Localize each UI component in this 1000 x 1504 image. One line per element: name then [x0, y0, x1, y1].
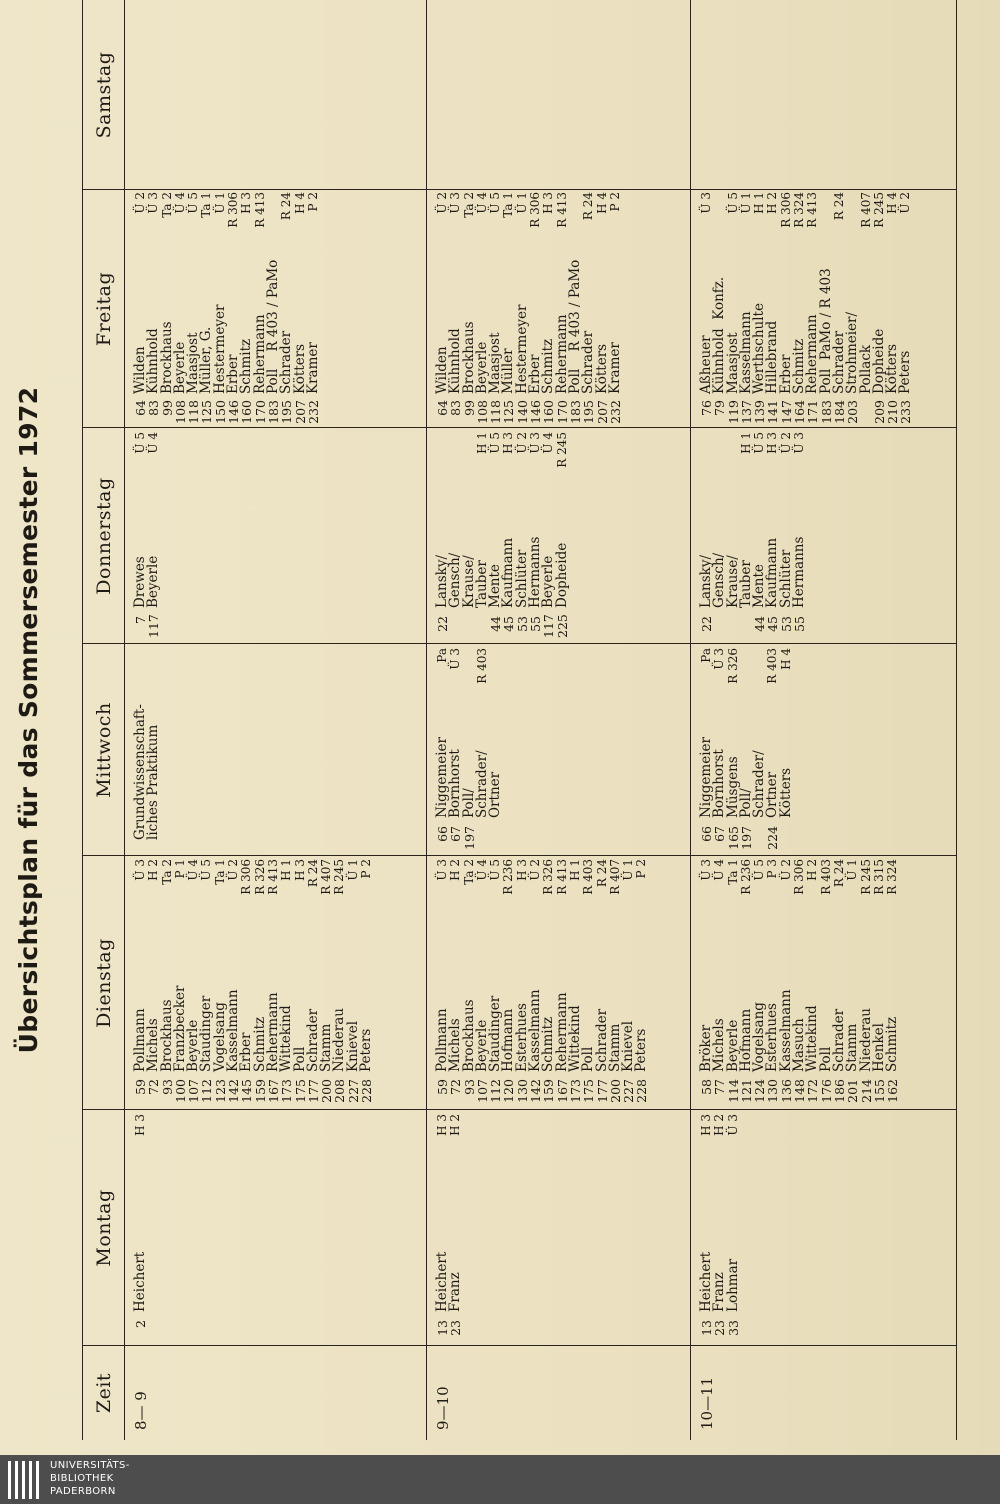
slot-time: 9—10	[434, 1386, 452, 1430]
course-numbers: 22 44 45 53 55	[699, 616, 808, 632]
header-mittwoch: Mittwoch	[93, 702, 115, 798]
header-dienstag: Dienstag	[93, 938, 115, 1028]
room-codes: Ü 3 H 2 Ta 2 P 1 Ü 4 Ü 5 Ta 1 Ü 2 R 306 R 326 R 413 H 1 H 3 R 24 R 407 R 245 Ü 1 P 2	[133, 859, 374, 895]
room-codes: Ü 2 Ü 3 Ta 2 Ü 4 Ü 5 Ta 1 Ü 1 R 306 H 3 R 413 R 24 H 4 P 2	[133, 192, 320, 228]
library-name: UNIVERSITÄTS- BIBLIOTHEK PADERBORN	[50, 1460, 130, 1497]
lecturer-names: Bröker Michels Beyerle Hofmann Vogelsang Esterhues Kasselmann Masuch Wittekind Poll Schrader Stamm Niederau Henkel Schmitz	[698, 989, 901, 1072]
library-barcode-logo	[8, 1461, 44, 1499]
room-codes: Ü 3 Ü 5 Ü 1 H 1 H 2 R 306 R 324 R 413 R 24 R 407 R 245 H 4 Ü 2	[699, 192, 913, 228]
lecturer-names: Lansky/ Gensch/ Krause/ Tauber Mente Kaufmann Schlüter Hermanns	[698, 536, 808, 608]
course-numbers: 59 72 93 100 107 112 123 142 145 159 167 173 175 177 200 208 227 228	[133, 1079, 375, 1103]
header-montag: Montag	[93, 1189, 115, 1267]
rule-top	[82, 0, 83, 1440]
lecturer-names: Heichert Franz	[434, 1251, 464, 1312]
library-footer	[0, 1455, 1000, 1504]
room-codes: H 3 H 2	[435, 1114, 463, 1136]
header-donnerstag: Donnerstag	[93, 477, 115, 595]
rule-bottom	[956, 0, 957, 1440]
room-codes: Ü 2 Ü 3 Ta 2 Ü 4 Ü 5 Ta 1 Ü 1 R 306 H 3 R 413 R 24 H 4 P 2	[435, 192, 622, 228]
course-numbers: 64 83 99 108 118 125 140 146 160 170 183 195 207 232	[435, 400, 623, 424]
col-rule	[82, 1345, 956, 1346]
lecturer-names: Pollmann Michels Brockhaus Beyerle Staudinger Hofmann Esterhues Kasselmann Schmitz Rehermann Wittekind Poll Schrader Stamm Knievel Peters	[434, 989, 650, 1072]
room-codes: Ü 3 H 2 Ta 2 Ü 4 Ü 5 R 236 H 3 Ü 2 R 326 R 413 H 1 R 403 R 24 R 407 Ü 1 P 2	[435, 859, 649, 895]
room-codes: H 3	[133, 1114, 147, 1136]
header-freitag: Freitag	[93, 271, 115, 347]
lecturer-names: Pollmann Michels Brockhaus Franzbecker Beyerle Staudinger Vogelsang Kasselmann Erber Schmitz Rehermann Wittekind Poll Schrader Stamm Niederau Knievel Peters	[132, 985, 375, 1072]
course-note: Grundwissenschaft- liches Praktikum	[132, 704, 162, 840]
room-codes: H 1 Ü 5 H 3 Ü 2 Ü 3	[738, 432, 807, 454]
slot-time: 8— 9	[132, 1391, 150, 1430]
course-numbers: 64 83 99 108 118 125 150 146 160 170 183 195 207 232	[133, 400, 321, 424]
course-numbers: 76 79 119 137 139 141 147 164 171 183 184 203 209 210 233	[699, 400, 914, 424]
course-numbers: 13 23 33	[699, 1320, 741, 1336]
col-rule	[82, 189, 956, 190]
course-numbers: 22 44 45 53 55 117 225	[435, 614, 570, 638]
course-numbers: 66 67 197	[435, 826, 477, 850]
slot-time: 10—11	[698, 1376, 716, 1430]
lecturer-names: Lansky/ Gensch/ Krause/ Tauber Mente Kaufmann Schlüter Hermanns Beyerle Dopheide	[434, 536, 570, 608]
col-rule	[82, 427, 956, 428]
lecturer-names: Heichert	[132, 1251, 148, 1312]
lecturer-names: Wilden Kühnhold Brockhaus Beyerle Maasjost Müller Hestermeyer Erber Schmitz Rehermann Poll R 403 / PaMo Schrader Kötters Kramer	[434, 259, 623, 394]
course-numbers: 2	[133, 1320, 148, 1328]
room-codes: H 1 Ü 5 H 3 Ü 2 Ü 3 Ü 4 R 245	[474, 432, 569, 468]
lecturer-names: Heichert Franz Lohmar	[698, 1251, 741, 1312]
course-numbers: 13 23	[435, 1320, 464, 1336]
course-numbers: 58 77 114 121 124 130 136 148 172 176 186 201 214 155 162	[699, 1079, 901, 1103]
lecturer-names: Aßheuer Kühnhold Konfz. Maasjost Kasselmann Werthschulte Hillebrand Erber Schmitz Rehermann Poll PaMo / R 403 Schrader Strohmeier/ Pollack Dopheide Kötters Peters	[698, 268, 914, 394]
course-numbers: 7 117	[133, 614, 162, 638]
rule-header	[124, 0, 125, 1440]
col-rule	[82, 643, 956, 644]
lecturer-names: Drewes Beyerle	[132, 555, 162, 608]
page-title: Übersichtsplan für das Sommersemester 1972	[14, 386, 43, 1054]
lecturer-names: Niggemeier Bornhorst Poll/ Schrader/ Ortner	[434, 737, 504, 818]
room-codes: Pa Ü 3 R 326 R 403 H 4	[699, 648, 793, 684]
course-numbers: 66 67 165 197 224	[699, 826, 781, 850]
room-codes: Ü 5 Ü 4	[133, 432, 161, 454]
room-codes: Pa Ü 3 R 403	[435, 648, 489, 684]
lecturer-names: Niggemeier Bornhorst Müsgens Poll/ Schrader/ Ortner Kötters	[698, 737, 794, 818]
rule-slot-2	[690, 0, 691, 1440]
col-rule	[82, 855, 956, 856]
lecturer-names: Wilden Kühnhold Brockhaus Beyerle Maasjost Müller, G. Hestermeyer Erber Schmitz Rehermann Poll R 403 / PaMo Schrader Kötters Kramer	[132, 259, 321, 394]
room-codes: H 3 H 2 Ü 3	[699, 1114, 740, 1136]
room-codes: Ü 3 Ü 4 Ta 1 R 236 Ü 5 P 3 Ü 2 R 306 H 2 R 403 R 24 Ü 1 R 245 R 315 R 324	[699, 859, 900, 895]
col-rule	[82, 1109, 956, 1110]
header-samstag: Samstag	[93, 51, 115, 139]
course-numbers: 59 72 93 107 112 120 130 142 159 167 173 175 177 200 227 228	[435, 1079, 650, 1103]
header-zeit: Zeit	[93, 1372, 115, 1414]
rule-slot-1	[426, 0, 427, 1440]
